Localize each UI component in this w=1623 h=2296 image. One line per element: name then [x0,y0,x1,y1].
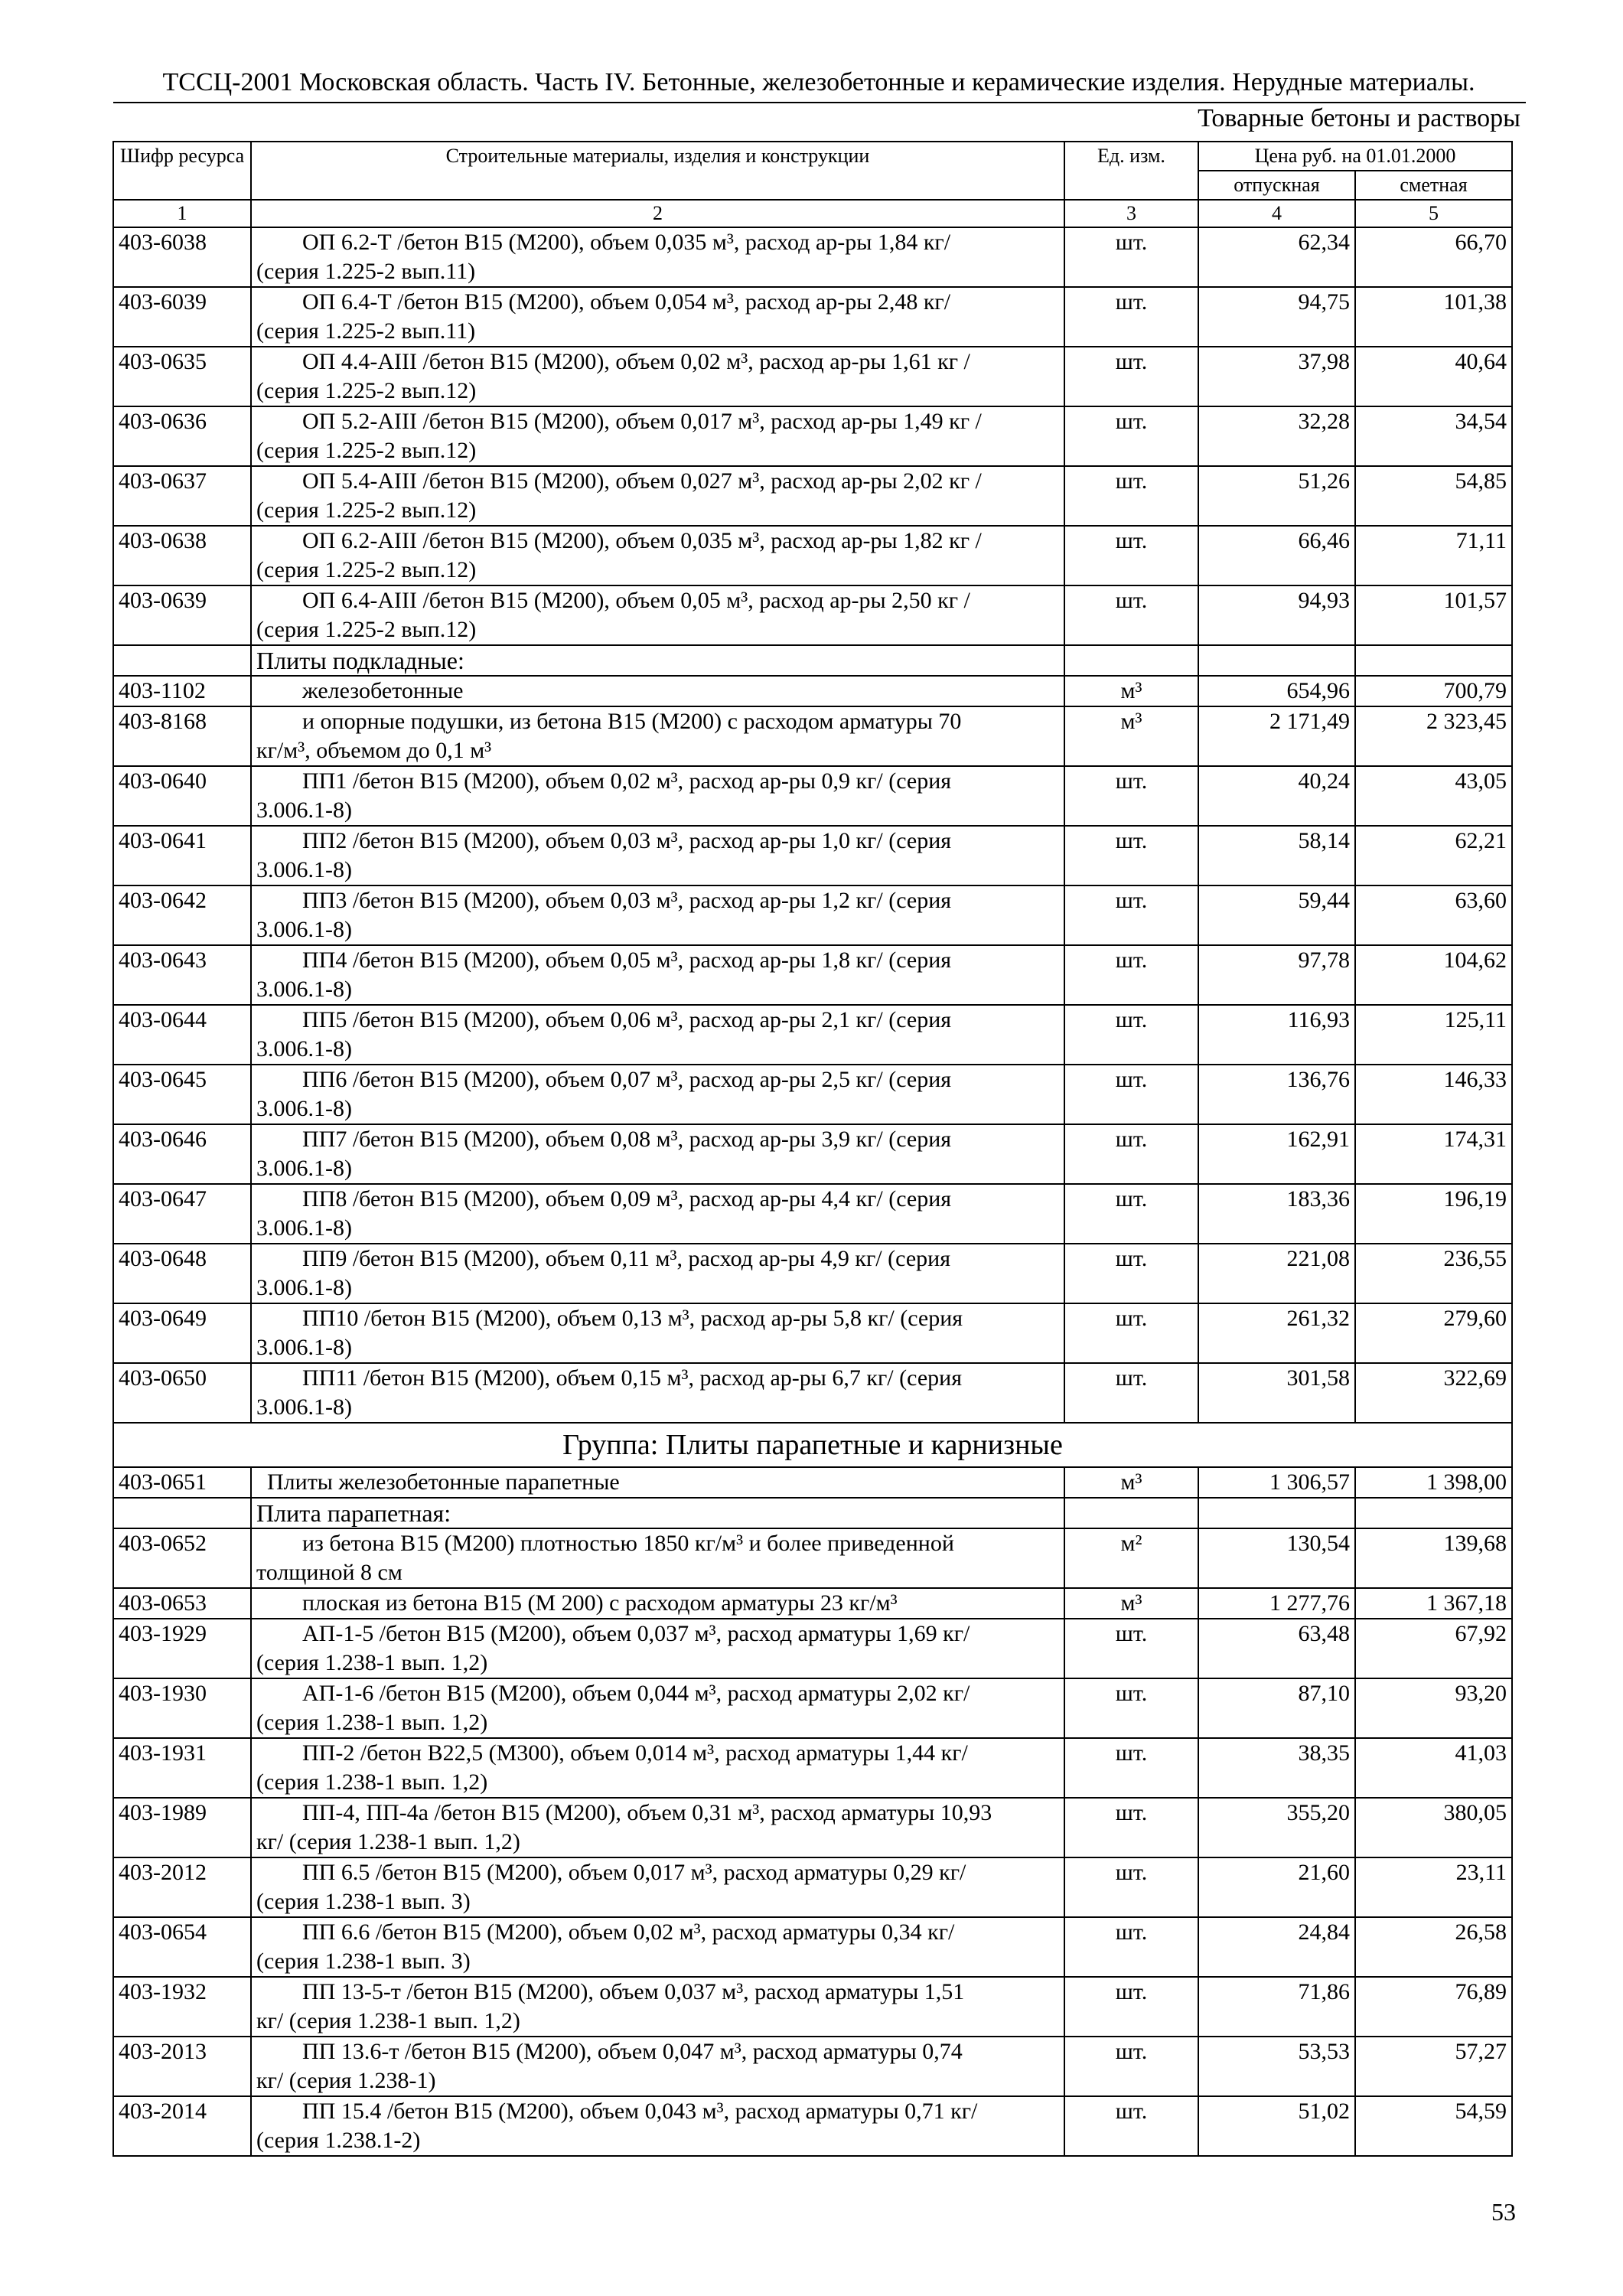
release-price: 1 277,76 [1198,1588,1355,1619]
release-price: 94,93 [1198,585,1355,645]
header-price: Цена руб. на 01.01.2000 [1198,142,1512,171]
empty-cell [1355,1498,1512,1528]
unit-of-measure: шт. [1064,945,1198,1005]
description-line: 3.006.1-8) [256,1156,352,1181]
resource-code: 403-0635 [113,347,251,406]
release-price: 261,32 [1198,1303,1355,1363]
group-heading: Группа: Плиты парапетные и карнизные [113,1423,1512,1467]
material-description [251,1005,1064,1065]
description-line: кг/ (серия 1.238-1 вып. 1,2) [256,1829,520,1854]
unit-of-measure: шт. [1064,766,1198,826]
unit-of-measure: шт. [1064,885,1198,945]
description-line: ПП 15.4 /бетон В15 (М200), объем 0,043 м³, расход арматуры 0,71 кг/ [302,2099,978,2124]
description-line: толщиной 8 см [256,1560,402,1585]
material-description [251,466,1064,526]
resource-code: 403-1930 [113,1678,251,1738]
unit-of-measure: шт. [1064,466,1198,526]
material-description [251,1977,1064,2037]
estimate-price: 174,31 [1355,1124,1512,1184]
release-price: 59,44 [1198,885,1355,945]
material-description [251,1917,1064,1977]
table-row [113,1977,1512,2037]
table-row [113,1184,1512,1244]
table-row [113,1857,1512,1917]
description-line: ПП6 /бетон В15 (М200), объем 0,07 м³, расход ар-ры 2,5 кг/ (серия [302,1067,952,1092]
unit-of-measure: шт. [1064,1244,1198,1303]
table-row [113,1619,1512,1678]
estimate-price: 66,70 [1355,227,1512,287]
description-line: (серия 1.238-1 вып. 1,2) [256,1710,488,1735]
subheading: Плита парапетная: [251,1498,1064,1528]
release-price: 116,93 [1198,1005,1355,1065]
estimate-price: 2 323,45 [1355,706,1512,766]
header-code: Шифр ресурса [113,142,251,200]
table-row [113,1738,1512,1798]
description-line: (серия 1.225-2 вып.11) [256,259,476,284]
resource-code: 403-0638 [113,526,251,585]
unit-of-measure: шт. [1064,1917,1198,1977]
resource-code: 403-0642 [113,885,251,945]
table-row [113,406,1512,466]
material-description [251,1184,1064,1244]
description-line: ОП 4.4-АIII /бетон В15 (М200), объем 0,02 м³, расход ар-ры 1,61 кг / [302,349,970,374]
table-row [113,826,1512,885]
estimate-price: 63,60 [1355,885,1512,945]
table-row [113,585,1512,645]
release-price: 97,78 [1198,945,1355,1005]
column-number: 2 [251,200,1064,227]
release-price: 66,46 [1198,526,1355,585]
material-description [251,945,1064,1005]
description-line: АП-1-6 /бетон В15 (М200), объем 0,044 м³, расход арматуры 2,02 кг/ [302,1681,970,1706]
empty-cell [1198,1498,1355,1528]
unit-of-measure: шт. [1064,526,1198,585]
release-price: 21,60 [1198,1857,1355,1917]
table-row [113,227,1512,287]
estimate-price: 26,58 [1355,1917,1512,1977]
unit-of-measure: шт. [1064,1363,1198,1423]
release-price: 162,91 [1198,1124,1355,1184]
table-row [113,945,1512,1005]
material-description [251,1244,1064,1303]
estimate-price: 125,11 [1355,1005,1512,1065]
description-line: 3.006.1-8) [256,1096,352,1121]
estimate-price: 1 367,18 [1355,1588,1512,1619]
material-description [251,2037,1064,2096]
description-line: (серия 1.225-2 вып.12) [256,438,477,463]
column-number: 1 [113,200,251,227]
table-row [113,1244,1512,1303]
material-description [251,1738,1064,1798]
estimate-price: 139,68 [1355,1528,1512,1588]
unit-of-measure: шт. [1064,1303,1198,1363]
header-name: Строительные материалы, изделия и конструкции [251,142,1064,200]
material-description [251,885,1064,945]
description-line: (серия 1.238-1 вып. 3) [256,1949,471,1974]
unit-of-measure: м² [1064,1528,1198,1588]
description-line: (серия 1.225-2 вып.12) [256,378,477,403]
description-line: ОП 6.4-АIII /бетон В15 (М200), объем 0,05 м³, расход ар-ры 2,50 кг / [302,588,970,613]
estimate-price: 34,54 [1355,406,1512,466]
release-price: 1 306,57 [1198,1467,1355,1498]
empty-cell [1198,645,1355,676]
unit-of-measure: шт. [1064,287,1198,347]
description-line: 3.006.1-8) [256,797,352,823]
release-price: 2 171,49 [1198,706,1355,766]
table-row [113,1798,1512,1857]
estimate-price: 40,64 [1355,347,1512,406]
section-title: Товарные бетоны и растворы [1198,104,1520,132]
estimate-price: 54,85 [1355,466,1512,526]
table-row [113,287,1512,347]
material-description [251,585,1064,645]
material-description [251,227,1064,287]
description-line: 3.006.1-8) [256,857,352,882]
release-price: 24,84 [1198,1917,1355,1977]
resource-code: 403-0643 [113,945,251,1005]
description-line: ПП-2 /бетон В22,5 (М300), объем 0,014 м³, расход арматуры 1,44 кг/ [302,1740,968,1766]
material-description [251,1798,1064,1857]
document-title: ТССЦ-2001 Московская область. Часть IV. Бетонные, железобетонные и керамические изделия. Нерудные материалы. [162,68,1475,96]
description-line: кг/ (серия 1.238-1) [256,2068,436,2093]
table-row [113,706,1512,766]
description-line: ПП2 /бетон В15 (М200), объем 0,03 м³, расход ар-ры 1,0 кг/ (серия [302,828,952,853]
resource-code: 403-6039 [113,287,251,347]
material-description [251,2096,1064,2156]
release-price: 71,86 [1198,1977,1355,2037]
description-line: и опорные подушки, из бетона В15 (М200) с расходом арматуры 70 [302,709,962,734]
unit-of-measure: шт. [1064,347,1198,406]
description-line: (серия 1.238-1 вып. 1,2) [256,1650,488,1675]
description-line: ОП 6.2-Т /бетон В15 (М200), объем 0,035 м³, расход ар-ры 1,84 кг/ [302,230,951,255]
unit-of-measure: м³ [1064,706,1198,766]
resource-code: 403-1932 [113,1977,251,2037]
resource-code: 403-0651 [113,1467,251,1498]
description-line: ОП 6.4-Т /бетон В15 (М200), объем 0,054 м³, расход ар-ры 2,48 кг/ [302,289,951,315]
empty-cell [113,645,251,676]
unit-of-measure: шт. [1064,1065,1198,1124]
description-line: ПП3 /бетон В15 (М200), объем 0,03 м³, расход ар-ры 1,2 кг/ (серия [302,888,952,913]
material-description [251,766,1064,826]
unit-of-measure: шт. [1064,585,1198,645]
table-row [113,676,1512,706]
unit-of-measure: шт. [1064,1619,1198,1678]
release-price: 51,02 [1198,2096,1355,2156]
price-table [112,141,1513,2157]
release-price: 58,14 [1198,826,1355,885]
column-number: 3 [1064,200,1198,227]
resource-code: 403-0653 [113,1588,251,1619]
table-row [113,1124,1512,1184]
material-description [251,1857,1064,1917]
estimate-price: 322,69 [1355,1363,1512,1423]
description-line: ПП-4, ПП-4а /бетон В15 (М200), объем 0,31 м³, расход арматуры 10,93 [302,1800,992,1825]
unit-of-measure: шт. [1064,406,1198,466]
release-price: 51,26 [1198,466,1355,526]
description-line: 3.006.1-8) [256,1036,352,1062]
resource-code: 403-0650 [113,1363,251,1423]
table-body [113,227,1512,2156]
page-number: 53 [1491,2198,1516,2226]
description-line: (серия 1.225-2 вып.12) [256,617,477,642]
empty-cell [113,1498,251,1528]
release-price: 87,10 [1198,1678,1355,1738]
table-row [113,347,1512,406]
material-description [251,676,1064,706]
table-row [113,766,1512,826]
release-price: 37,98 [1198,347,1355,406]
table-row [113,1065,1512,1124]
material-description [251,1065,1064,1124]
unit-of-measure: шт. [1064,227,1198,287]
estimate-price: 1 398,00 [1355,1467,1512,1498]
unit-of-measure: шт. [1064,1738,1198,1798]
description-line: ПП4 /бетон В15 (М200), объем 0,05 м³, расход ар-ры 1,8 кг/ (серия [302,947,952,973]
description-line: 3.006.1-8) [256,1335,352,1360]
resource-code: 403-8168 [113,706,251,766]
release-price: 53,53 [1198,2037,1355,2096]
resource-code: 403-0640 [113,766,251,826]
unit-of-measure: шт. [1064,2037,1198,2096]
table-row [113,1363,1512,1423]
resource-code: 403-0654 [113,1917,251,1977]
estimate-price: 700,79 [1355,676,1512,706]
description-line: ПП1 /бетон В15 (М200), объем 0,02 м³, расход ар-ры 0,9 кг/ (серия [302,768,952,794]
unit-of-measure: шт. [1064,1184,1198,1244]
estimate-price: 101,57 [1355,585,1512,645]
material-description [251,1124,1064,1184]
description-line: ПП 6.5 /бетон В15 (М200), объем 0,017 м³, расход арматуры 0,29 кг/ [302,1860,966,1885]
unit-of-measure: шт. [1064,826,1198,885]
description-line: 3.006.1-8) [256,917,352,942]
material-description [251,347,1064,406]
description-line: (серия 1.238.1-2) [256,2128,421,2153]
release-price: 63,48 [1198,1619,1355,1678]
description-line: 3.006.1-8) [256,977,352,1002]
release-price: 130,54 [1198,1528,1355,1588]
resource-code: 403-1929 [113,1619,251,1678]
table-row [113,1303,1512,1363]
description-line: (серия 1.225-2 вып.11) [256,318,476,344]
table-row [113,2037,1512,2096]
description-line: кг/м³, объемом до 0,1 м³ [256,738,492,763]
material-description [251,526,1064,585]
estimate-price: 23,11 [1355,1857,1512,1917]
description-line: ОП 5.4-АIII /бетон В15 (М200), объем 0,027 м³, расход ар-ры 2,02 кг / [302,468,982,494]
estimate-price: 380,05 [1355,1798,1512,1857]
unit-of-measure: шт. [1064,1124,1198,1184]
header-unit: Ед. изм. [1064,142,1198,200]
unit-of-measure: шт. [1064,2096,1198,2156]
description-line: (серия 1.225-2 вып.12) [256,557,477,582]
resource-code: 403-6038 [113,227,251,287]
unit-of-measure: шт. [1064,1977,1198,2037]
header-release-price: отпускная [1198,171,1355,200]
description-line: (серия 1.238-1 вып. 3) [256,1889,471,1914]
release-price: 32,28 [1198,406,1355,466]
header-estimate-price: сметная [1355,171,1512,200]
empty-cell [1064,645,1198,676]
unit-of-measure: шт. [1064,1678,1198,1738]
material-description [251,1528,1064,1588]
estimate-price: 54,59 [1355,2096,1512,2156]
subheading-row [113,1498,1512,1528]
release-price: 301,58 [1198,1363,1355,1423]
description-line: Плиты железобетонные парапетные [267,1469,620,1495]
material-description [251,1678,1064,1738]
material-description [251,1619,1064,1678]
release-price: 62,34 [1198,227,1355,287]
estimate-price: 67,92 [1355,1619,1512,1678]
table-row [113,1005,1512,1065]
description-line: АП-1-5 /бетон В15 (М200), объем 0,037 м³, расход арматуры 1,69 кг/ [302,1621,970,1646]
estimate-price: 196,19 [1355,1184,1512,1244]
material-description [251,1467,1064,1498]
group-row [113,1423,1512,1467]
unit-of-measure: м³ [1064,1588,1198,1619]
description-line: 3.006.1-8) [256,1275,352,1300]
material-description [251,1588,1064,1619]
description-line: плоская из бетона В15 (М 200) с расходом арматуры 23 кг/м³ [302,1590,898,1616]
material-description [251,1303,1064,1363]
estimate-price: 279,60 [1355,1303,1512,1363]
description-line: ПП 6.6 /бетон В15 (М200), объем 0,02 м³, расход арматуры 0,34 кг/ [302,1919,955,1945]
description-line: (серия 1.238-1 вып. 1,2) [256,1769,488,1795]
release-price: 221,08 [1198,1244,1355,1303]
resource-code: 403-0641 [113,826,251,885]
release-price: 94,75 [1198,287,1355,347]
resource-code: 403-0652 [113,1528,251,1588]
estimate-price: 43,05 [1355,766,1512,826]
resource-code: 403-1931 [113,1738,251,1798]
table-row [113,1467,1512,1498]
unit-of-measure: шт. [1064,1798,1198,1857]
estimate-price: 236,55 [1355,1244,1512,1303]
empty-cell [1355,645,1512,676]
description-line: ПП7 /бетон В15 (М200), объем 0,08 м³, расход ар-ры 3,9 кг/ (серия [302,1127,952,1152]
release-price: 40,24 [1198,766,1355,826]
material-description [251,287,1064,347]
table-row [113,526,1512,585]
column-number: 5 [1355,200,1512,227]
estimate-price: 62,21 [1355,826,1512,885]
table-row [113,2096,1512,2156]
description-line: ПП 13-5-т /бетон В15 (М200), объем 0,037 м³, расход арматуры 1,51 [302,1979,965,2004]
resource-code: 403-2014 [113,2096,251,2156]
description-line: ОП 5.2-АIII /бетон В15 (М200), объем 0,017 м³, расход ар-ры 1,49 кг / [302,409,982,434]
description-line: (серия 1.225-2 вып.12) [256,497,477,523]
resource-code: 403-2013 [113,2037,251,2096]
resource-code: 403-2012 [113,1857,251,1917]
release-price: 355,20 [1198,1798,1355,1857]
estimate-price: 93,20 [1355,1678,1512,1738]
description-line: ПП10 /бетон В15 (М200), объем 0,13 м³, расход ар-ры 5,8 кг/ (серия [302,1306,963,1331]
release-price: 136,76 [1198,1065,1355,1124]
table-row [113,885,1512,945]
estimate-price: 76,89 [1355,1977,1512,2037]
resource-code: 403-0636 [113,406,251,466]
resource-code: 403-0645 [113,1065,251,1124]
resource-code: 403-0648 [113,1244,251,1303]
release-price: 38,35 [1198,1738,1355,1798]
resource-code: 403-1989 [113,1798,251,1857]
release-price: 654,96 [1198,676,1355,706]
unit-of-measure: м³ [1064,676,1198,706]
resource-code: 403-0647 [113,1184,251,1244]
description-line: кг/ (серия 1.238-1 вып. 1,2) [256,2008,520,2033]
material-description [251,826,1064,885]
description-line: железобетонные [302,678,464,703]
table-row [113,1917,1512,1977]
description-line: ОП 6.2-АIII /бетон В15 (М200), объем 0,035 м³, расход ар-ры 1,82 кг / [302,528,982,553]
resource-code: 403-0649 [113,1303,251,1363]
description-line: ПП11 /бетон В15 (М200), объем 0,15 м³, расход ар-ры 6,7 кг/ (серия [302,1365,962,1391]
estimate-price: 146,33 [1355,1065,1512,1124]
estimate-price: 71,11 [1355,526,1512,585]
resource-code: 403-1102 [113,676,251,706]
description-line: ПП9 /бетон В15 (М200), объем 0,11 м³, расход ар-ры 4,9 кг/ (серия [302,1246,950,1271]
column-number: 4 [1198,200,1355,227]
table-row [113,466,1512,526]
empty-cell [1064,1498,1198,1528]
unit-of-measure: шт. [1064,1857,1198,1917]
estimate-price: 57,27 [1355,2037,1512,2096]
material-description [251,706,1064,766]
resource-code: 403-0639 [113,585,251,645]
table-row [113,1678,1512,1738]
description-line: 3.006.1-8) [256,1215,352,1241]
estimate-price: 104,62 [1355,945,1512,1005]
resource-code: 403-0637 [113,466,251,526]
material-description [251,1363,1064,1423]
resource-code: 403-0644 [113,1005,251,1065]
resource-code: 403-0646 [113,1124,251,1184]
subheading-row [113,645,1512,676]
release-price: 183,36 [1198,1184,1355,1244]
unit-of-measure: шт. [1064,1005,1198,1065]
material-description [251,406,1064,466]
estimate-price: 41,03 [1355,1738,1512,1798]
description-line: 3.006.1-8) [256,1394,352,1420]
description-line: ПП5 /бетон В15 (М200), объем 0,06 м³, расход ар-ры 2,1 кг/ (серия [302,1007,952,1032]
table-row [113,1588,1512,1619]
subheading: Плиты подкладные: [251,645,1064,676]
description-line: ПП 13.6-т /бетон В15 (М200), объем 0,047 м³, расход арматуры 0,74 [302,2039,963,2064]
table-row [113,1528,1512,1588]
estimate-price: 101,38 [1355,287,1512,347]
unit-of-measure: м³ [1064,1467,1198,1498]
description-line: из бетона В15 (М200) плотностью 1850 кг/м³ и более приведенной [302,1531,954,1556]
description-line: ПП8 /бетон В15 (М200), объем 0,09 м³, расход ар-ры 4,4 кг/ (серия [302,1186,952,1212]
